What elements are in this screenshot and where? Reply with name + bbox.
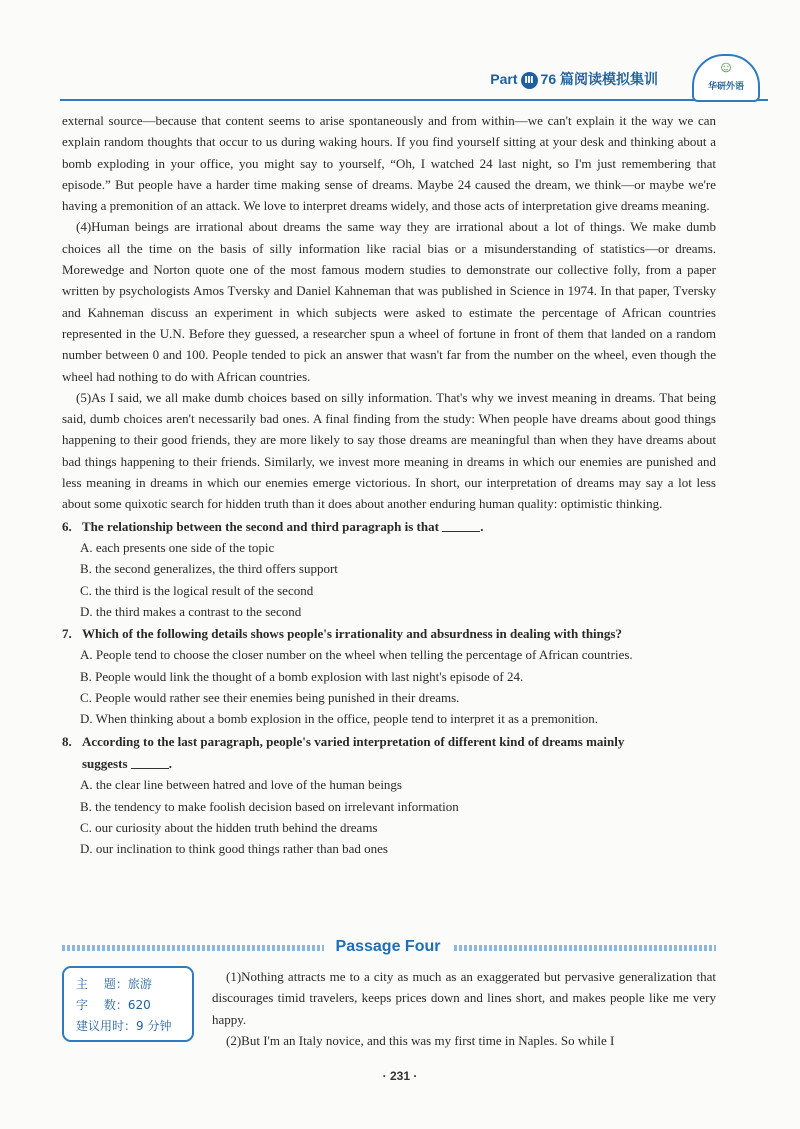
running-title — [490, 69, 658, 89]
logo-text: 华研外语 — [707, 81, 744, 91]
paragraph-4: (4)Human beings are irrational about dreams the same way they are irrational about a lot of things. We make dumb choices all the time on the basis of silly information like racial bias or a misunderstanding of statistics—or dreams. Morewedge and Norton quote one of the most famous modern studies to demonstrate our collective folly, from a paper written by psychologists Amos Tversky and Daniel Kahneman that was published in Science in 1974. In that paper, Tversky and Kahneman discuss an experiment in which subjects were asked to estimate the percentage of African countries represented in the U.N. Before they guessed, a researcher spun a wheel of fortune in front of them that landed on a random number between 0 and 100. People tended to pick an answer that wasn't far from the number on the wheel, even though the wheel had nothing to do with African countries. — [62, 219, 716, 384]
paragraph-3-continued: external source—because that content seems to arise spontaneously and from within—we can't explain it the way we can explain random thoughts that occur to us during waking hours. If you find yourself sitting at your desk and thinking about a bomb exploding in your office, you might say to yourself, “Oh, I watched 24 last night, so I'm just remembering that episode.” But people have a harder time making sense of dreams. Maybe 24 caused the dream, we think—or maybe we're having a premonition of an attack. We love to interpret dreams widely, and those acts of interpretation give dreams meaning. — [62, 113, 716, 214]
question-7 — [62, 623, 716, 729]
option-c: C. the third is the logical result of the second — [80, 582, 314, 598]
option-b: B. the second generalizes, the third offers support — [80, 561, 338, 577]
header-rule — [60, 99, 768, 101]
option-c: C. our curiosity about the hidden truth behind the dreams — [80, 819, 378, 835]
question-number: 6. — [62, 518, 72, 534]
passage-title: Passage Four — [335, 938, 441, 955]
answer-blank — [442, 519, 480, 532]
question-stem: Which of the following details shows people's irrationality and absurdness in dealing with things? — [82, 626, 622, 642]
option-c: C. People would rather see their enemies being punished in their dreams. — [80, 690, 460, 706]
passage-4-paragraph-2: (2)But I'm an Italy novice, and this was my first time in Naples. So while I — [226, 1032, 615, 1048]
question-number: 7. — [62, 626, 72, 642]
passage-4-paragraph-1: (1)Nothing attracts me to a city as much as an exaggerated but pervasive generalization that discourages timid travelers, keeps prices down and lines short, and makes people like me very happy. — [212, 969, 716, 1027]
part-numeral: Ⅲ — [521, 72, 538, 89]
question-stem: The relationship between the second and third paragraph is that — [82, 518, 439, 534]
publisher-logo — [692, 54, 760, 102]
option-a: A. each presents one side of the topic — [80, 539, 275, 555]
option-b: B. People would link the thought of a bomb explosion with last night's episode of 24. — [80, 668, 524, 684]
option-d: D. When thinking about a bomb explosion in the office, people tend to interpret it as a premonition. — [80, 711, 598, 727]
title-bar-dots-right — [454, 945, 716, 951]
option-d: D. our inclination to think good things rather than bad ones — [80, 841, 388, 857]
part-label: Part — [490, 71, 518, 87]
passage-title-bar — [62, 936, 716, 958]
question-number: 8. — [62, 733, 72, 749]
option-b: B. the tendency to make foolish decision based on irrelevant information — [80, 798, 459, 814]
option-a: A. People tend to choose the closer number on the wheel when telling the percentage of African countries. — [80, 647, 633, 663]
passage-four-text — [212, 966, 716, 1051]
answer-blank — [131, 756, 169, 769]
page-header — [60, 59, 768, 102]
info-word-count: 字 数：620 — [76, 998, 151, 1012]
info-topic: 主 题：旅游 — [76, 977, 152, 991]
section-title: 76 篇阅读模拟集训 — [540, 71, 658, 87]
passage-info-box — [62, 966, 194, 1042]
main-content — [62, 110, 716, 859]
question-6: 6. The relationship between the second and third paragraph is that . A. each presents one side of the topic B. the second generalizes, the third offers support C. the third is the logical result of the second D. the third makes a contrast to the second — [62, 516, 716, 622]
paragraph-5: (5)As I said, we all make dumb choices based on silly information. That's why we invest meaning in dreams. That being said, dumb choices aren't necessarily bad ones. A final finding from the study: When people have dreams about good things happening to their good friends, they are more likely to say those dreams are meaningful than when they have dreams about bad things happening to their friends. Similarly, we invest more meaning in dreams in which our enemies are punished and less meaning in dreams in which our enemies emerge victorious. In short, our interpretation of dreams may say a lot less about some quixotic search for hidden truth than it does about another enduring human quality: optimistic thinking. — [62, 389, 716, 512]
title-bar-dots-left — [62, 945, 324, 951]
question-stem-continued: suggests — [82, 755, 128, 771]
option-a: A. the clear line between hatred and love of the human beings — [80, 777, 402, 793]
frog-icon: ☺ — [717, 59, 735, 76]
page-number: · 231 · — [382, 1069, 418, 1083]
question-8: 8. According to the last paragraph, people's varied interpretation of different kind of dreams mainly suggests . A. the clear line between hatred and love of the human beings B. the tendency to make foolish decision based on irrelevant information C. our curiosity about the hidden truth behind the dreams D. our inclination to think good things rather than bad ones — [62, 731, 716, 860]
option-d: D. the third makes a contrast to the second — [80, 603, 302, 619]
question-stem: According to the last paragraph, people's varied interpretation of different kind of dreams mainly — [82, 733, 625, 749]
info-suggested-time: 建议用时：9 分钟 — [76, 1019, 172, 1033]
